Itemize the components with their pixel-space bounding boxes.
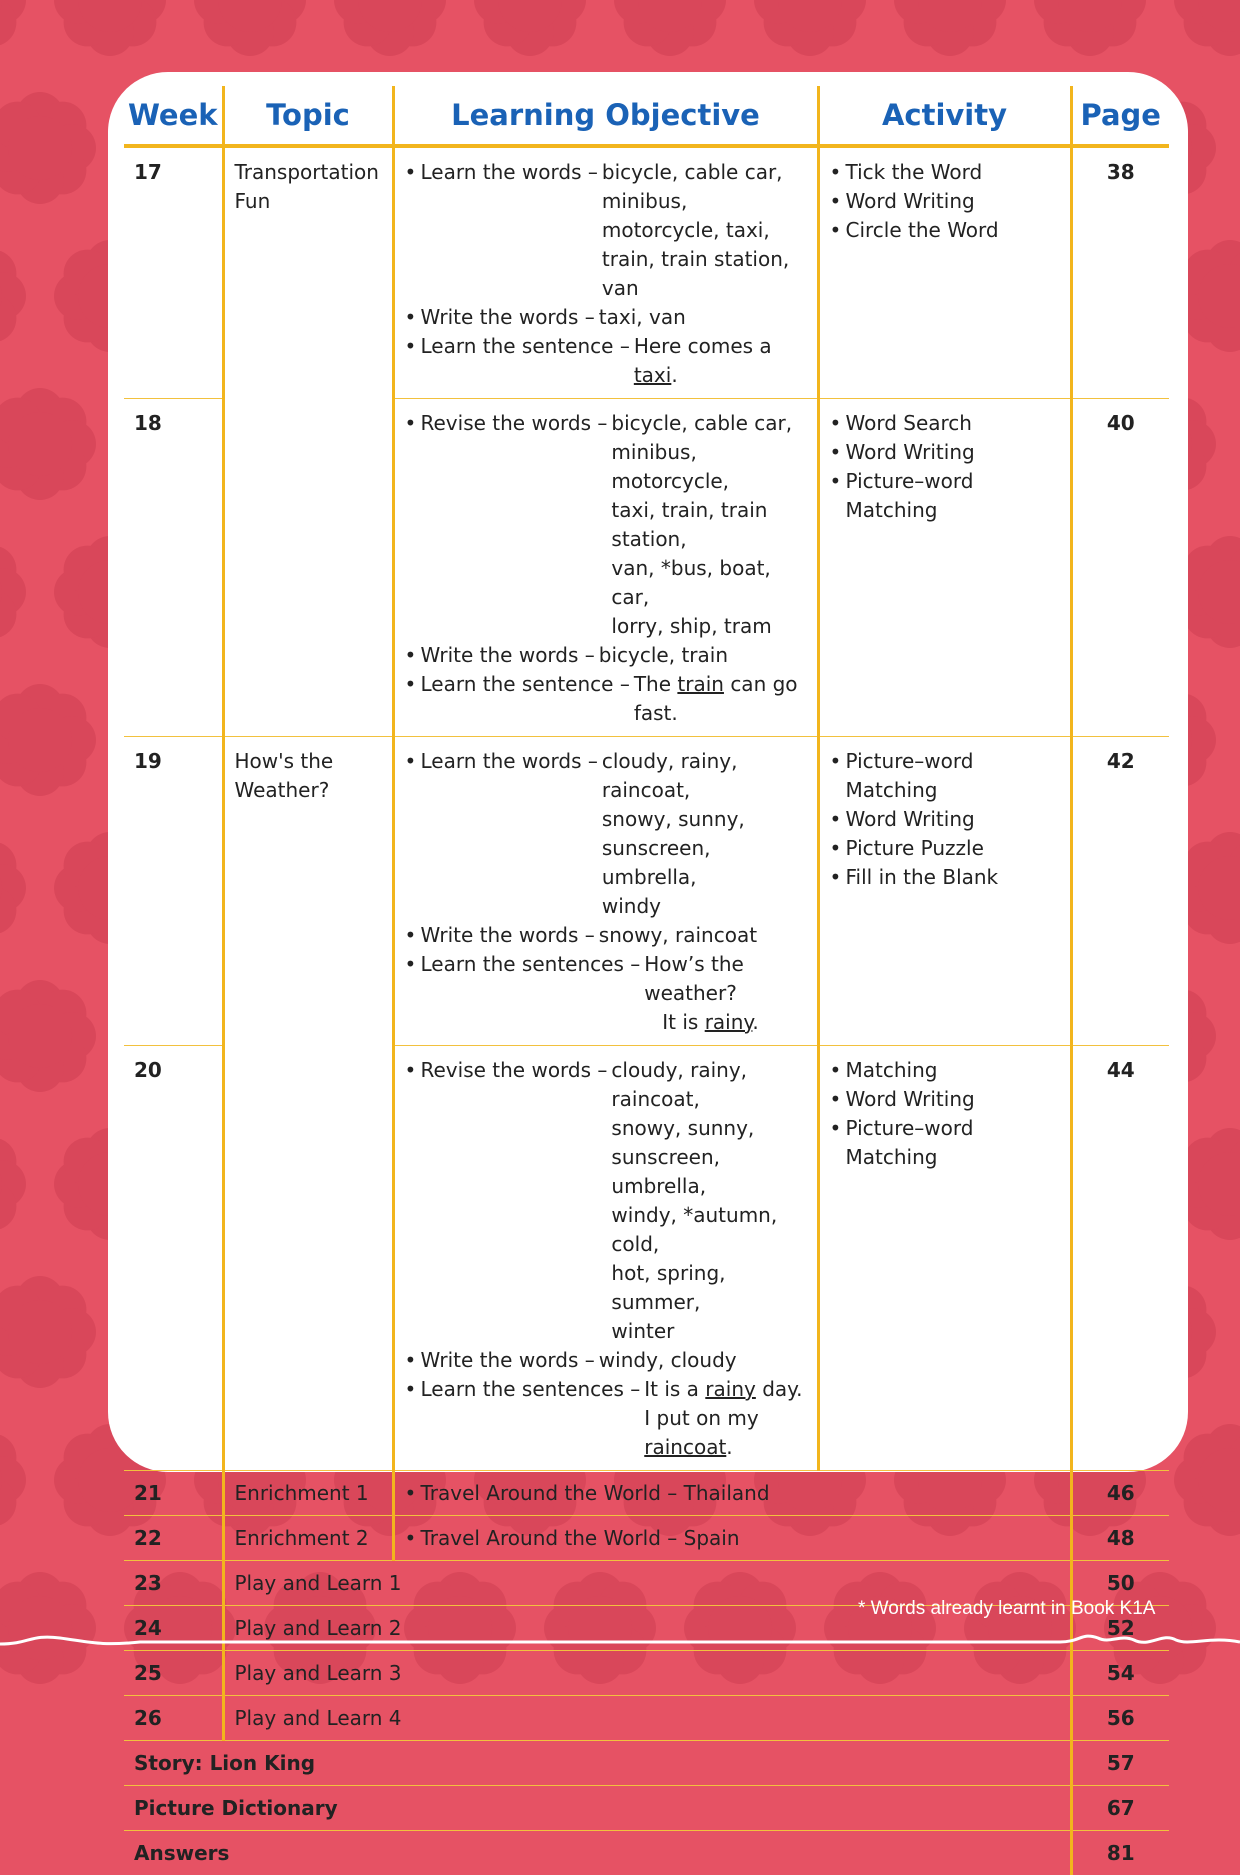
flower-shape xyxy=(54,0,166,56)
objective-item: • Learn the sentence – Here comes a taxi. xyxy=(405,332,809,390)
activity-cell xyxy=(818,737,1071,1046)
topic-cell: Enrichment 2 xyxy=(223,1516,393,1561)
week-number: 17 xyxy=(124,146,223,399)
flower-shape xyxy=(0,1128,26,1240)
week-number: 19 xyxy=(124,737,223,1046)
flower-shape xyxy=(0,1424,26,1536)
flower-shape xyxy=(334,0,446,56)
page-number: 42 xyxy=(1071,737,1169,1046)
flower-shape xyxy=(614,0,726,56)
week-number: 21 xyxy=(124,1471,223,1516)
flower-shape xyxy=(0,832,26,944)
flower-shape xyxy=(1174,0,1240,56)
topic-cell: How's the Weather? xyxy=(223,737,393,1471)
flower-shape xyxy=(474,0,586,56)
objective-item: • Write the words – snowy, raincoat xyxy=(405,921,809,950)
header-topic: Topic xyxy=(223,86,393,146)
activity-cell xyxy=(818,146,1071,399)
week-number: 18 xyxy=(124,399,223,737)
week-number: 25 xyxy=(124,1651,223,1696)
flower-shape xyxy=(894,0,1006,56)
header-page: Page xyxy=(1071,86,1169,146)
objective-item: • Write the words – windy, cloudy xyxy=(405,1346,809,1375)
objective-item: • Travel Around the World – Thailand xyxy=(405,1479,1062,1508)
page-number: 54 xyxy=(1071,1651,1169,1696)
week-number: 26 xyxy=(124,1696,223,1741)
activity-item: • Picture–word Matching xyxy=(830,467,1062,525)
objective-cell xyxy=(393,1471,1071,1516)
objective-item: • Learn the sentences – It is a rainy day. I put on my raincoat. xyxy=(405,1375,809,1462)
flower-shape xyxy=(194,0,306,56)
activity-item: • Circle the Word xyxy=(830,216,1062,245)
activity-item: • Word Writing xyxy=(830,805,1062,834)
objective-item: • Travel Around the World – Spain xyxy=(405,1524,1062,1553)
section-title: Story: Lion King xyxy=(124,1741,1071,1786)
decorative-squiggle xyxy=(0,1630,1240,1670)
page-number: 67 xyxy=(1071,1786,1169,1831)
objective-item: • Revise the words – cloudy, rainy, raincoat, snowy, sunny, sunscreen, umbrella, windy, *autumn, cold, hot, spring, summer, winter xyxy=(405,1056,809,1346)
footnote: * Words already learnt in Book K1A xyxy=(858,1598,1155,1620)
table-row xyxy=(124,737,1169,1046)
flower-shape xyxy=(0,388,96,500)
activity-cell xyxy=(818,1046,1071,1471)
table-row xyxy=(124,1696,1169,1741)
section-title: Picture Dictionary xyxy=(124,1786,1071,1831)
objective-item: • Write the words – taxi, van xyxy=(405,303,809,332)
page-number: 46 xyxy=(1071,1471,1169,1516)
page-number: 52 xyxy=(1071,1606,1169,1651)
flower-shape xyxy=(0,1276,96,1388)
table-row xyxy=(124,146,1169,399)
page-number: 57 xyxy=(1071,1741,1169,1786)
activity-item: • Picture–word Matching xyxy=(830,747,1062,805)
week-number: 23 xyxy=(124,1561,223,1606)
objective-item: • Learn the sentence – The train can go fast. xyxy=(405,670,809,728)
objective-item: • Write the words – bicycle, train xyxy=(405,641,809,670)
table-row xyxy=(124,1786,1169,1831)
table-row xyxy=(124,1471,1169,1516)
objective-cell xyxy=(393,399,818,737)
page-number: 81 xyxy=(1071,1831,1169,1875)
table-row xyxy=(124,1516,1169,1561)
week-number: 22 xyxy=(124,1516,223,1561)
flower-shape xyxy=(0,536,26,648)
activity-item: • Tick the Word xyxy=(830,158,1062,187)
table-row xyxy=(124,1741,1169,1786)
flower-shape xyxy=(0,684,96,796)
flower-shape xyxy=(1174,1424,1240,1536)
topic-cell: Enrichment 1 xyxy=(223,1471,393,1516)
activity-cell xyxy=(818,399,1071,737)
activity-item: • Word Writing xyxy=(830,1085,1062,1114)
page-number: 50 xyxy=(1071,1561,1169,1606)
objective-cell xyxy=(393,146,818,399)
activity-item: • Picture Puzzle xyxy=(830,834,1062,863)
week-number: 20 xyxy=(124,1046,223,1471)
topic-cell: Transportation Fun xyxy=(223,146,393,737)
flower-shape xyxy=(754,0,866,56)
header-week: Week xyxy=(124,86,223,146)
flower-shape xyxy=(0,980,96,1092)
page-number: 56 xyxy=(1071,1696,1169,1741)
activity-item: • Fill in the Blank xyxy=(830,863,1062,892)
page-number: 44 xyxy=(1071,1046,1169,1471)
flower-shape xyxy=(0,92,96,204)
section-title: Answers xyxy=(124,1831,1071,1875)
objective-item: • Learn the words – cloudy, rainy, raincoat, snowy, sunny, sunscreen, umbrella, windy xyxy=(405,747,809,921)
table-row xyxy=(124,1831,1169,1875)
topic-cell: Play and Learn 4 xyxy=(223,1696,1071,1741)
page-number: 40 xyxy=(1071,399,1169,737)
page-number: 48 xyxy=(1071,1516,1169,1561)
objective-cell xyxy=(393,737,818,1046)
objective-item: • Learn the sentences – How’s the weather? It is rainy. xyxy=(405,950,809,1037)
topic-cell: Play and Learn 1 xyxy=(223,1561,1071,1606)
activity-item: • Word Writing xyxy=(830,438,1062,467)
week-number: 24 xyxy=(124,1606,223,1651)
objective-item: • Learn the words – bicycle, cable car, minibus, motorcycle, taxi, train, train station, van xyxy=(405,158,809,303)
header-activity: Activity xyxy=(818,86,1071,146)
objective-item: • Revise the words – bicycle, cable car, minibus, motorcycle, taxi, train, train station, van, *bus, boat, car, lorry, ship, tram xyxy=(405,409,809,641)
flower-shape xyxy=(0,0,26,56)
topic-cell: Play and Learn 3 xyxy=(223,1651,1071,1696)
activity-item: • Matching xyxy=(830,1056,1062,1085)
objective-cell xyxy=(393,1046,818,1471)
header-row xyxy=(124,86,1169,146)
activity-item: • Word Search xyxy=(830,409,1062,438)
activity-item: • Picture–word Matching xyxy=(830,1114,1062,1172)
activity-item: • Word Writing xyxy=(830,187,1062,216)
objective-cell xyxy=(393,1516,1071,1561)
topic-cell: Play and Learn 2 xyxy=(223,1606,1071,1651)
flower-shape xyxy=(0,240,26,352)
header-learning-objective: Learning Objective xyxy=(393,86,818,146)
page-number: 38 xyxy=(1071,146,1169,399)
flower-shape xyxy=(1034,0,1146,56)
